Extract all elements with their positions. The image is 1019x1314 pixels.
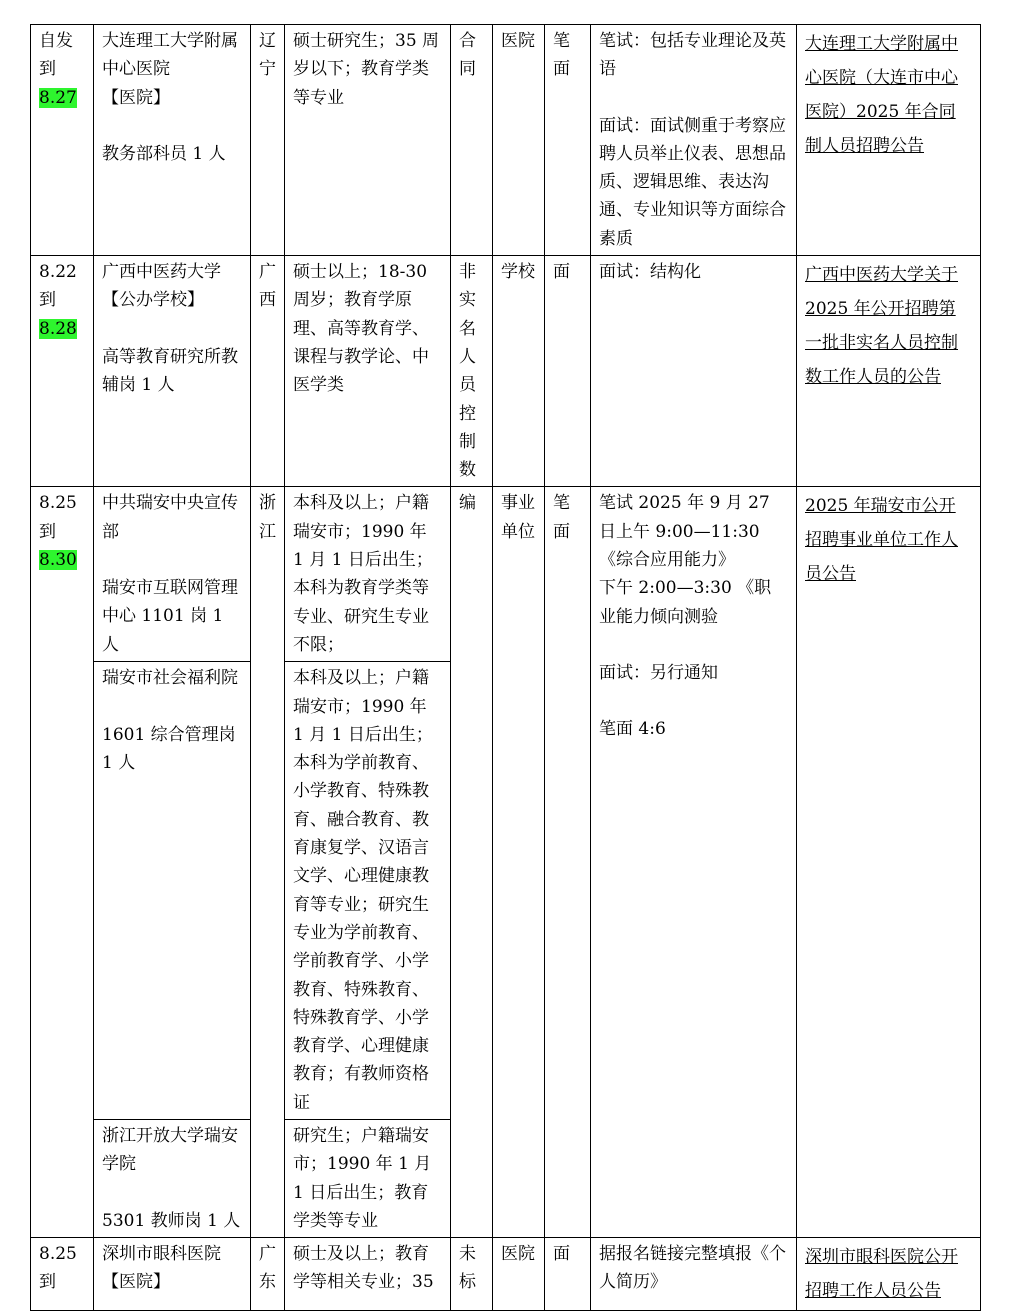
unit-cell — [94, 662, 251, 1120]
exam-detail-cell: 面试：结构化 — [591, 256, 797, 487]
province-cell: 广西 — [251, 256, 285, 487]
exam-detail-cell: 据报名链接完整填报《个人简历》 — [591, 1238, 797, 1311]
date-cell — [31, 25, 94, 256]
contract-cell: 非实名人员控制数 — [451, 256, 493, 487]
province-cell: 辽宁 — [251, 25, 285, 256]
unit-name: 浙江开放大学瑞安学院 — [102, 1125, 238, 1175]
requirement-cell: 本科及以上；户籍瑞安市；1990 年 1 月 1 日后出生；本科为学前教育、小学教育、特殊教育、融合教育、教育康复学、汉语言文学、心理健康教育等专业；研究生专业为学前教育、学前教育学、小学教育、特殊教育、特殊教育学、小学教育学、心理健康教育；有教师资格证 — [285, 662, 451, 1120]
post-info: 瑞安市互联网管理中心 1101 岗 1 人 — [102, 578, 238, 655]
date-to: 到 — [39, 1272, 56, 1293]
post-info: 高等教育研究所教辅岗 1 人 — [102, 346, 238, 395]
exam-detail-cell — [591, 487, 797, 1238]
date-cell — [31, 487, 94, 1238]
unit-name: 中共瑞安中央宣传部 — [102, 493, 238, 542]
unit-cell — [94, 25, 251, 256]
exam-cell: 笔面 — [545, 487, 591, 1238]
date-start: 自发 — [39, 31, 73, 51]
unit-cell — [94, 1119, 251, 1237]
contract-cell: 未标 — [451, 1238, 493, 1311]
unit-type: 【医院】 — [102, 1272, 170, 1293]
exam-detail-cell — [591, 25, 797, 256]
date-start: 8.22 — [39, 262, 77, 283]
unit-cell — [94, 1238, 251, 1311]
unit-type: 【医院】 — [102, 87, 170, 108]
exam-cell: 笔面 — [545, 25, 591, 256]
announcement-cell — [797, 256, 981, 487]
date-start: 8.25 — [39, 493, 77, 514]
exam-afternoon: 下午 2:00—3:30 《职业能力倾向测验 — [599, 578, 772, 627]
exam-written: 笔试：包括专业理论及英语 — [599, 31, 786, 80]
announcement-cell — [797, 1238, 981, 1311]
post-info: 1601 综合管理岗 1 人 — [102, 724, 236, 773]
table-row — [31, 487, 981, 662]
exam-interview: 面试：另行通知 — [599, 662, 718, 683]
category-cell: 学校 — [493, 256, 545, 487]
category-cell: 医院 — [493, 1238, 545, 1311]
exam-ratio: 笔面 4:6 — [599, 719, 666, 740]
table-row — [31, 256, 981, 487]
province-cell: 浙江 — [251, 487, 285, 1238]
date-cell — [31, 1238, 94, 1311]
requirement-cell: 硕士以上；18-30 周岁；教育学原理、高等教育学、课程与教学论、中医学类 — [285, 256, 451, 487]
announcement-cell — [797, 487, 981, 1238]
exam-written: 笔试 2025 年 9 月 27 日上午 9:00—11:30《综合应用能力》 — [599, 493, 770, 571]
deadline-highlight: 8.28 — [39, 318, 77, 339]
announcement-link[interactable]: 大连理工大学附属中心医院（大连市中心医院）2025 年合同制人员招聘公告 — [805, 34, 958, 156]
date-to: 到 — [39, 290, 56, 311]
requirement-cell: 硕士及以上；教育学等相关专业；35 — [285, 1238, 451, 1311]
requirement-cell: 硕士研究生；35 周岁以下；教育学类等专业 — [285, 25, 451, 256]
announcement-link[interactable]: 2025 年瑞安市公开招聘事业单位工作人员公告 — [805, 496, 958, 585]
date-to: 到 — [39, 521, 56, 542]
post-info: 教务部科员 1 人 — [102, 143, 226, 164]
province-cell: 广东 — [251, 1238, 285, 1311]
unit-name: 大连理工大学附属中心医院 — [102, 31, 238, 80]
date-to: 到 — [39, 59, 56, 80]
exam-cell: 面 — [545, 1238, 591, 1311]
requirement-cell: 研究生；户籍瑞安市；1990 年 1 月 1 日后出生；教育学类等专业 — [285, 1119, 451, 1237]
category-cell: 医院 — [493, 25, 545, 256]
exam-interview: 面试：面试侧重于考察应聘人员举止仪表、思想品质、逻辑思维、表达沟通、专业知识等方面综合素质 — [599, 115, 786, 249]
exam-cell: 面 — [545, 256, 591, 487]
unit-cell — [94, 487, 251, 662]
unit-name: 瑞安市社会福利院 — [102, 668, 238, 689]
date-cell — [31, 256, 94, 487]
announcement-link[interactable]: 深圳市眼科医院公开招聘工作人员公告 — [805, 1247, 958, 1302]
announcement-cell — [797, 25, 981, 256]
date-start: 8.25 — [39, 1244, 77, 1265]
contract-cell: 合同 — [451, 25, 493, 256]
contract-cell: 编 — [451, 487, 493, 1238]
announcement-link[interactable]: 广西中医药大学关于 2025 年公开招聘第一批非实名人员控制数工作人员的公告 — [805, 265, 958, 388]
unit-type: 【公办学校】 — [102, 290, 204, 311]
recruitment-table — [30, 24, 981, 1311]
category-cell: 事业单位 — [493, 487, 545, 1238]
post-info: 5301 教师岗 1 人 — [102, 1210, 241, 1231]
table-row — [31, 1238, 981, 1311]
deadline-highlight: 8.27 — [39, 87, 77, 108]
requirement-cell: 本科及以上；户籍瑞安市；1990 年 1 月 1 日后出生；本科为教育学类等专业、研究生专业不限； — [285, 487, 451, 662]
unit-name: 深圳市眼科医院 — [102, 1244, 221, 1265]
unit-name: 广西中医药大学 — [102, 262, 221, 283]
table-row — [31, 25, 981, 256]
unit-cell — [94, 256, 251, 487]
deadline-highlight: 8.30 — [39, 550, 77, 571]
